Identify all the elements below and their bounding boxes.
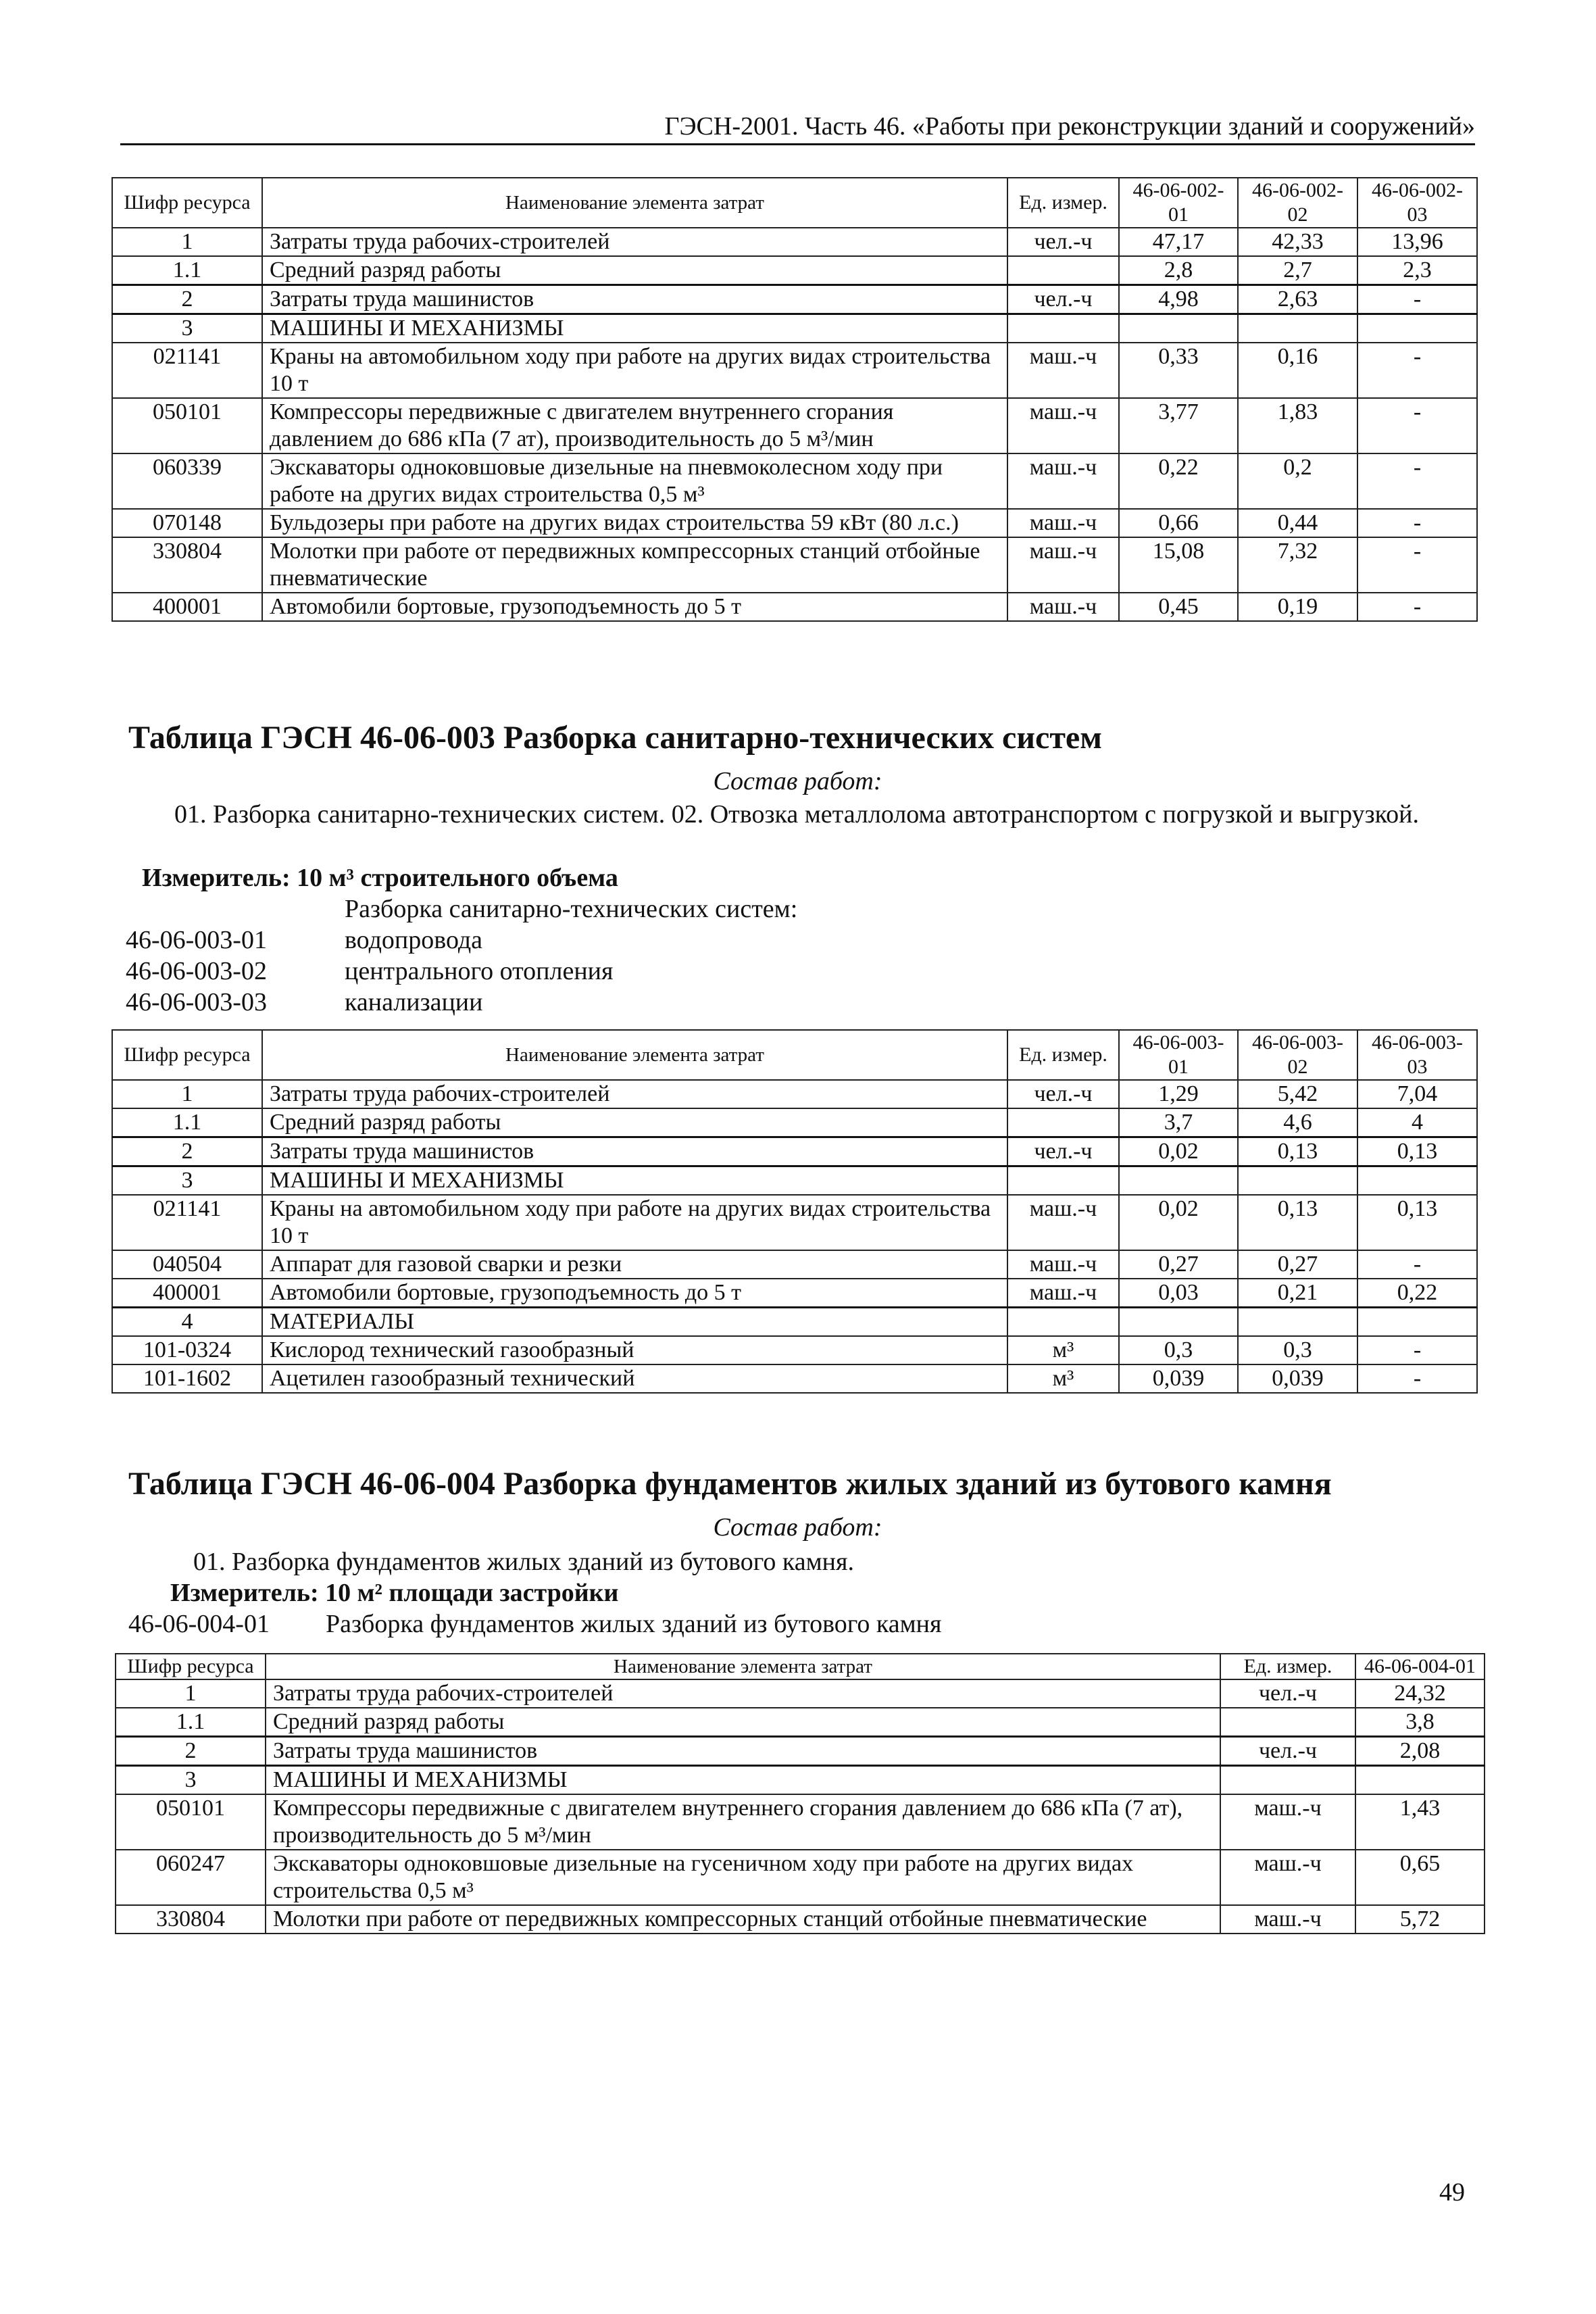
unit-cell: маш.-ч — [1007, 1250, 1119, 1279]
norm-value: - — [1357, 1250, 1477, 1279]
table-row — [112, 314, 1477, 343]
cost-element-name: Компрессоры передвижные с двигателем внутреннего сгорания давлением до 686 кПа (7 ат), производительность до 5 м³/мин — [266, 1794, 1220, 1850]
resource-code: 2 — [112, 1137, 262, 1166]
cost-element-name: Бульдозеры при работе на других видах строительства 59 кВт (80 л.с.) — [262, 509, 1007, 537]
resource-code: 3 — [116, 1766, 266, 1795]
table-row — [116, 1850, 1485, 1905]
norm-value: 0,16 — [1238, 343, 1357, 398]
table-row — [112, 1195, 1477, 1250]
norm-value: - — [1357, 537, 1477, 593]
cost-element-name: Автомобили бортовые, грузоподъемность до 5 т — [262, 593, 1007, 621]
norm-value: 0,33 — [1119, 343, 1238, 398]
norm-value: 0,3 — [1119, 1336, 1238, 1364]
composition-text: 01. Разборка фундаментов жилых зданий из бутового камня. — [193, 1548, 854, 1576]
norm-value: 7,32 — [1238, 537, 1357, 593]
norm-value: 0,65 — [1355, 1850, 1485, 1905]
norm-value: 2,7 — [1238, 256, 1357, 285]
cost-element-name: Средний разряд работы — [262, 1108, 1007, 1137]
unit-cell — [1220, 1708, 1355, 1737]
norm-value: 0,02 — [1119, 1195, 1238, 1250]
unit-cell: маш.-ч — [1007, 343, 1119, 398]
resource-code: 101-0324 — [112, 1336, 262, 1364]
norm-value: 0,039 — [1238, 1364, 1357, 1393]
resource-code: 060339 — [112, 453, 262, 509]
col-code-header: Шифр ресурса — [112, 178, 262, 228]
unit-cell — [1007, 256, 1119, 285]
table-row — [116, 1708, 1485, 1737]
norm-name: водопровода — [345, 926, 483, 954]
table-row — [116, 1794, 1485, 1850]
norm-name: центрального отопления — [345, 957, 614, 985]
table-row — [112, 343, 1477, 398]
cost-element-name: Затраты труда рабочих-строителей — [266, 1679, 1220, 1708]
resource-code: 1 — [116, 1679, 266, 1708]
norm-code: 46-06-003-02 — [126, 957, 267, 985]
norm-value: 0,27 — [1238, 1250, 1357, 1279]
resource-code: 050101 — [112, 398, 262, 453]
col-norm-header: 46-06-002-02 — [1238, 178, 1357, 228]
cost-element-name: МАШИНЫ И МЕХАНИЗМЫ — [266, 1766, 1220, 1795]
col-unit-header: Ед. измер. — [1007, 1030, 1119, 1080]
cost-element-name: Экскаваторы одноковшовые дизельные на пневмоколесном ходу при работе на других видах строительства 0,5 м³ — [262, 453, 1007, 509]
col-name-header: Наименование элемента затрат — [262, 1030, 1007, 1080]
norm-value — [1238, 1308, 1357, 1337]
resource-table-46-06-002 — [111, 177, 1478, 622]
norm-value: 0,02 — [1119, 1137, 1238, 1166]
norm-value: 1,83 — [1238, 398, 1357, 453]
norm-value: 3,8 — [1355, 1708, 1485, 1737]
col-unit-header: Ед. измер. — [1220, 1654, 1355, 1679]
resource-code: 1.1 — [112, 256, 262, 285]
norm-value: 2,63 — [1238, 285, 1357, 314]
composition-label: Состав работ: — [713, 1513, 882, 1542]
table-row — [112, 256, 1477, 285]
composition-label: Состав работ: — [713, 767, 882, 795]
table-row — [116, 1737, 1485, 1766]
resource-code: 021141 — [112, 1195, 262, 1250]
unit-cell — [1007, 1166, 1119, 1196]
table-row — [112, 509, 1477, 537]
unit-cell: м³ — [1007, 1336, 1119, 1364]
cost-element-name: МАШИНЫ И МЕХАНИЗМЫ — [262, 314, 1007, 343]
norm-value: - — [1357, 509, 1477, 537]
unit-cell: чел.-ч — [1220, 1737, 1355, 1766]
norm-value: 1,43 — [1355, 1794, 1485, 1850]
norm-code: 46-06-004-01 — [128, 1610, 270, 1638]
col-unit-header: Ед. измер. — [1007, 178, 1119, 228]
cost-element-name: Затраты труда машинистов — [262, 1137, 1007, 1166]
norm-value: 47,17 — [1119, 228, 1238, 256]
norm-value — [1357, 1308, 1477, 1337]
cost-element-name: Краны на автомобильном ходу при работе на других видах строительства 10 т — [262, 343, 1007, 398]
resource-code: 1.1 — [112, 1108, 262, 1137]
unit-cell: чел.-ч — [1007, 1137, 1119, 1166]
resource-table-46-06-004 — [115, 1653, 1485, 1934]
resource-code: 101-1602 — [112, 1364, 262, 1393]
unit-cell: маш.-ч — [1007, 593, 1119, 621]
page-number: 49 — [1439, 2178, 1465, 2207]
norm-value: 4 — [1357, 1108, 1477, 1137]
unit-cell: чел.-ч — [1007, 1080, 1119, 1108]
cost-element-name: Ацетилен газообразный технический — [262, 1364, 1007, 1393]
norm-value: 0,03 — [1119, 1279, 1238, 1308]
section-title-46-06-004: Таблица ГЭСН 46-06-004 Разборка фундаментов жилых зданий из бутового камня — [128, 1466, 1332, 1502]
norm-name: Разборка фундаментов жилых зданий из бутового камня — [326, 1610, 942, 1638]
norm-value — [1238, 314, 1357, 343]
norm-value: 7,04 — [1357, 1080, 1477, 1108]
norm-value: 0,13 — [1357, 1195, 1477, 1250]
norm-value — [1119, 1308, 1238, 1337]
resource-code: 2 — [116, 1737, 266, 1766]
norm-value — [1119, 1166, 1238, 1196]
col-code-header: Шифр ресурса — [116, 1654, 266, 1679]
norm-value: 0,22 — [1119, 453, 1238, 509]
col-norm-header: 46-06-004-01 — [1355, 1654, 1485, 1679]
resource-code: 330804 — [112, 537, 262, 593]
table-row — [112, 1279, 1477, 1308]
col-norm-header: 46-06-002-01 — [1119, 178, 1238, 228]
norm-value: - — [1357, 453, 1477, 509]
norm-value: 0,2 — [1238, 453, 1357, 509]
resource-code: 060247 — [116, 1850, 266, 1905]
resource-code: 021141 — [112, 343, 262, 398]
norm-value — [1357, 1166, 1477, 1196]
norm-value — [1355, 1766, 1485, 1795]
col-norm-header: 46-06-003-02 — [1238, 1030, 1357, 1080]
norm-value: - — [1357, 398, 1477, 453]
unit-cell — [1007, 1308, 1119, 1337]
unit-cell: чел.-ч — [1007, 285, 1119, 314]
norm-value: 13,96 — [1357, 228, 1477, 256]
meter-label: Измеритель: 10 м² площади застройки — [170, 1579, 619, 1607]
col-code-header: Шифр ресурса — [112, 1030, 262, 1080]
resource-code: 070148 — [112, 509, 262, 537]
norm-value: 0,19 — [1238, 593, 1357, 621]
cost-element-name: Экскаваторы одноковшовые дизельные на гусеничном ходу при работе на других видах строительства 0,5 м³ — [266, 1850, 1220, 1905]
norm-code: 46-06-003-01 — [126, 926, 267, 954]
norm-value: 4,6 — [1238, 1108, 1357, 1137]
norm-value: 15,08 — [1119, 537, 1238, 593]
cost-element-name: Молотки при работе от передвижных компрессорных станций отбойные пневматические — [262, 537, 1007, 593]
unit-cell: маш.-ч — [1007, 509, 1119, 537]
meter-label: Измеритель: 10 м³ строительного объема — [142, 864, 618, 892]
norm-value: 0,45 — [1119, 593, 1238, 621]
unit-cell: маш.-ч — [1007, 453, 1119, 509]
col-name-header: Наименование элемента затрат — [262, 178, 1007, 228]
cost-element-name: Затраты труда рабочих-строителей — [262, 228, 1007, 256]
cost-element-name: Затраты труда рабочих-строителей — [262, 1080, 1007, 1108]
norm-value: - — [1357, 1336, 1477, 1364]
cost-element-name: Затраты труда машинистов — [266, 1737, 1220, 1766]
unit-cell — [1007, 314, 1119, 343]
cost-element-name: Кислород технический газообразный — [262, 1336, 1007, 1364]
norm-value: - — [1357, 343, 1477, 398]
resource-code: 4 — [112, 1308, 262, 1337]
norm-value: 5,42 — [1238, 1080, 1357, 1108]
cost-element-name: Краны на автомобильном ходу при работе на других видах строительства 10 т — [262, 1195, 1007, 1250]
cost-element-name: Средний разряд работы — [262, 256, 1007, 285]
cost-element-name: Затраты труда машинистов — [262, 285, 1007, 314]
table-row — [112, 398, 1477, 453]
norm-value: 3,77 — [1119, 398, 1238, 453]
resource-code: 3 — [112, 314, 262, 343]
unit-cell: м³ — [1007, 1364, 1119, 1393]
norm-value: 4,98 — [1119, 285, 1238, 314]
resource-code: 330804 — [116, 1905, 266, 1934]
resource-code: 1 — [112, 228, 262, 256]
unit-cell: маш.-ч — [1007, 398, 1119, 453]
norm-value — [1357, 314, 1477, 343]
resource-code: 3 — [112, 1166, 262, 1196]
cost-element-name: Автомобили бортовые, грузоподъемность до 5 т — [262, 1279, 1007, 1308]
table-row — [112, 537, 1477, 593]
unit-cell: маш.-ч — [1220, 1905, 1355, 1934]
norm-value: - — [1357, 285, 1477, 314]
composition-text: 01. Разборка санитарно-технических систем. 02. Отвозка металлолома автотранспортом с погрузкой и выгрузкой. — [174, 800, 1420, 829]
norm-value: 42,33 — [1238, 228, 1357, 256]
table-row — [112, 453, 1477, 509]
col-norm-header: 46-06-003-03 — [1357, 1030, 1477, 1080]
unit-cell: маш.-ч — [1007, 537, 1119, 593]
table-row — [112, 593, 1477, 621]
table-row — [116, 1905, 1485, 1934]
norm-value: 5,72 — [1355, 1905, 1485, 1934]
resource-code: 1 — [112, 1080, 262, 1108]
resource-code: 2 — [112, 285, 262, 314]
table-row — [116, 1679, 1485, 1708]
running-header: ГЭСН-2001. Часть 46. «Работы при реконструкции зданий и сооружений» — [120, 109, 1475, 145]
resource-code: 040504 — [112, 1250, 262, 1279]
table-row — [116, 1766, 1485, 1795]
col-norm-header: 46-06-003-01 — [1119, 1030, 1238, 1080]
norm-value: 0,13 — [1238, 1195, 1357, 1250]
norm-name: канализации — [345, 988, 483, 1016]
unit-cell: чел.-ч — [1220, 1679, 1355, 1708]
norm-value: 0,21 — [1238, 1279, 1357, 1308]
norm-value — [1238, 1166, 1357, 1196]
norm-value: 0,3 — [1238, 1336, 1357, 1364]
group-label: Разборка санитарно-технических систем: — [345, 895, 798, 923]
table-row — [112, 1080, 1477, 1108]
col-norm-header: 46-06-002-03 — [1357, 178, 1477, 228]
unit-cell: маш.-ч — [1007, 1279, 1119, 1308]
norm-value: 0,66 — [1119, 509, 1238, 537]
norm-value: 0,44 — [1238, 509, 1357, 537]
unit-cell: маш.-ч — [1220, 1850, 1355, 1905]
table-row — [112, 1166, 1477, 1196]
norm-value: 24,32 — [1355, 1679, 1485, 1708]
section-title-46-06-003: Таблица ГЭСН 46-06-003 Разборка санитарно-технических систем — [128, 720, 1102, 756]
norm-value: 0,13 — [1357, 1137, 1477, 1166]
cost-element-name: МАТЕРИАЛЫ — [262, 1308, 1007, 1337]
norm-value: 2,3 — [1357, 256, 1477, 285]
resource-code: 1.1 — [116, 1708, 266, 1737]
norm-value: 0,13 — [1238, 1137, 1357, 1166]
norm-value: - — [1357, 1364, 1477, 1393]
resource-code: 050101 — [116, 1794, 266, 1850]
norm-value: 2,8 — [1119, 256, 1238, 285]
table-row — [112, 285, 1477, 314]
norm-value — [1119, 314, 1238, 343]
norm-value: 3,7 — [1119, 1108, 1238, 1137]
unit-cell — [1007, 1108, 1119, 1137]
table-row — [112, 1308, 1477, 1337]
table-row — [112, 1336, 1477, 1364]
col-name-header: Наименование элемента затрат — [266, 1654, 1220, 1679]
resource-table-46-06-003 — [111, 1029, 1478, 1394]
table-row — [112, 228, 1477, 256]
norm-value: 1,29 — [1119, 1080, 1238, 1108]
cost-element-name: Аппарат для газовой сварки и резки — [262, 1250, 1007, 1279]
norm-value: 0,039 — [1119, 1364, 1238, 1393]
unit-cell — [1220, 1766, 1355, 1795]
norm-code: 46-06-003-03 — [126, 988, 267, 1016]
unit-cell: чел.-ч — [1007, 228, 1119, 256]
unit-cell: маш.-ч — [1220, 1794, 1355, 1850]
cost-element-name: МАШИНЫ И МЕХАНИЗМЫ — [262, 1166, 1007, 1196]
unit-cell: маш.-ч — [1007, 1195, 1119, 1250]
resource-code: 400001 — [112, 1279, 262, 1308]
cost-element-name: Средний разряд работы — [266, 1708, 1220, 1737]
cost-element-name: Компрессоры передвижные с двигателем внутреннего сгорания давлением до 686 кПа (7 ат), производительность до 5 м³/мин — [262, 398, 1007, 453]
norm-value: 2,08 — [1355, 1737, 1485, 1766]
norm-value: 0,27 — [1119, 1250, 1238, 1279]
resource-code: 400001 — [112, 593, 262, 621]
norm-value: - — [1357, 593, 1477, 621]
table-row — [112, 1250, 1477, 1279]
table-row — [112, 1364, 1477, 1393]
table-row — [112, 1137, 1477, 1166]
table-row — [112, 1108, 1477, 1137]
cost-element-name: Молотки при работе от передвижных компрессорных станций отбойные пневматические — [266, 1905, 1220, 1934]
norm-value: 0,22 — [1357, 1279, 1477, 1308]
